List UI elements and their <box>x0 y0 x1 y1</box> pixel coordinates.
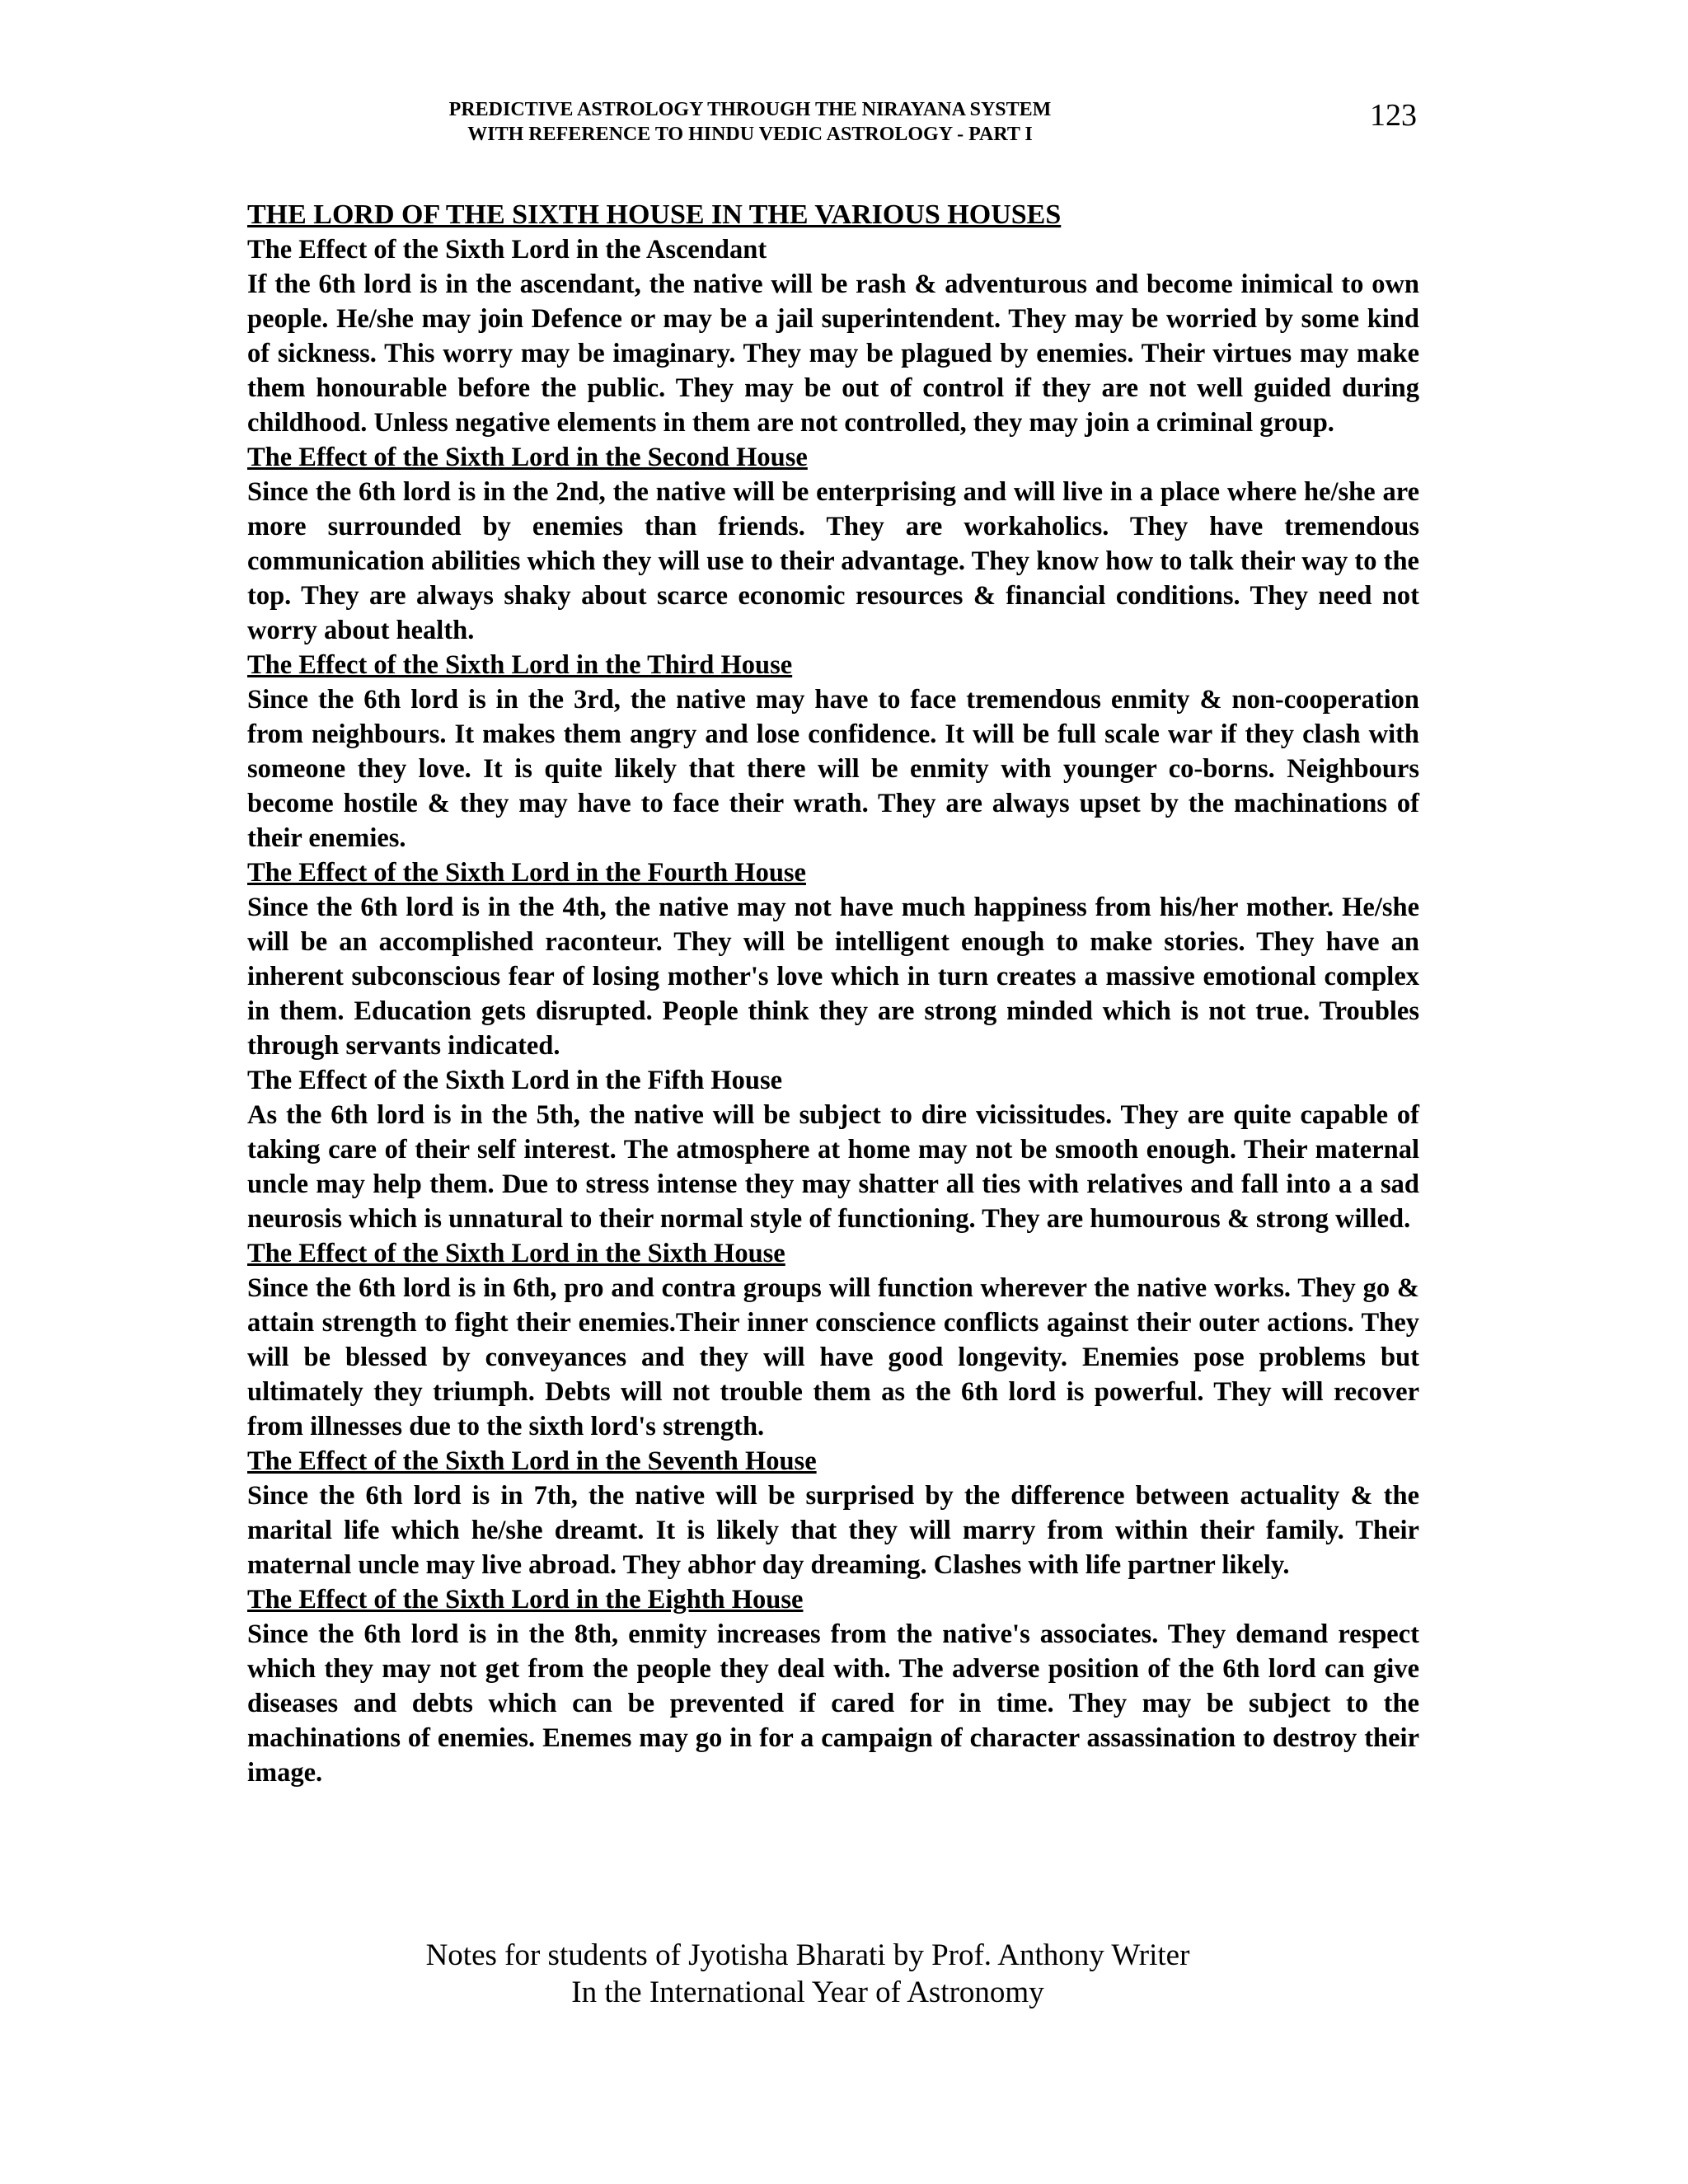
page-footer <box>0 1937 1615 2011</box>
section-heading: The Effect of the Sixth Lord in the Fifth House <box>247 1066 783 1095</box>
section-paragraph: If the 6th lord is in the ascendant, the native will be rash & adventurous and become inimical to own people. He/she may join Defence or may be a jail superintendent. They may be worried by some kind of sickness. This worry may be imaginary. They may be plagued by enemies. Their virtues may make them honourable before the public. They may be out of control if they are not well guided during childhood. Unless negative elements in them are not controlled, they may join a criminal group. <box>247 269 1419 438</box>
header-line-1: PREDICTIVE ASTROLOGY THROUGH THE NIRAYANA SYSTEM <box>448 99 1052 120</box>
footer-line-2: In the International Year of Astronomy <box>571 1975 1044 2009</box>
section-third-house <box>247 648 1419 855</box>
section-ascendant <box>247 232 1419 440</box>
footer-line-1: Notes for students of Jyotisha Bharati by Prof. Anthony Writer <box>425 1938 1190 1972</box>
chapter-title: THE LORD OF THE SIXTH HOUSE IN THE VARIOUS HOUSES <box>247 199 1062 230</box>
section-heading: The Effect of the Sixth Lord in the Second House <box>247 443 808 472</box>
section-paragraph: Since the 6th lord is in the 2nd, the native will be enterprising and will live in a place where he/she are more surrounded by enemies than friends. They are workaholics. They have tremendous communication abilities which they will use to their advantage. They know how to talk their way to the top. They are always shaky about scarce economic resources & financial conditions. They need not worry about health. <box>247 477 1419 645</box>
running-header <box>247 97 1253 147</box>
section-heading: The Effect of the Sixth Lord in the Third House <box>247 650 793 680</box>
section-paragraph: Since the 6th lord is in the 4th, the native may not have much happiness from his/her mother. He/she will be an accomplished raconteur. They will be intelligent enough to make stories. They have an inherent subconscious fear of losing mother's love which in turn creates a massive emotional complex in them. Education gets disrupted. People think they are strong minded which is not true. Troubles through servants indicated. <box>247 893 1419 1061</box>
section-heading: The Effect of the Sixth Lord in the Sixth House <box>247 1239 785 1268</box>
section-seventh-house <box>247 1444 1419 1582</box>
section-paragraph: Since the 6th lord is in the 8th, enmity increases from the native's associates. They demand respect which they may not get from the people they deal with. The adverse position of the 6th lord can give diseases and debts which can be prevented if cared for in time. They may be subject to the machinations of enemies. Enemes may go in for a campaign of character assassination to destroy their image. <box>247 1619 1419 1788</box>
section-heading: The Effect of the Sixth Lord in the Ascendant <box>247 235 767 265</box>
section-heading: The Effect of the Sixth Lord in the Seventh House <box>247 1446 817 1476</box>
section-fifth-house <box>247 1063 1419 1236</box>
page-number: 123 <box>1370 98 1417 133</box>
section-sixth-house <box>247 1236 1419 1444</box>
section-paragraph: Since the 6th lord is in the 3rd, the native may have to face tremendous enmity & non-cooperation from neighbours. It makes them angry and lose confidence. It will be full scale war if they clash with someone they love. It is quite likely that there will be enmity with younger co-borns. Neighbours become hostile & they may have to face their wrath. They are always upset by the machinations of their enemies. <box>247 685 1419 853</box>
header-line-2: WITH REFERENCE TO HINDU VEDIC ASTROLOGY - PART I <box>467 124 1033 145</box>
section-paragraph: As the 6th lord is in the 5th, the native will be subject to dire vicissitudes. They are quite capable of taking care of their self interest. The atmosphere at home may not be smooth enough. Their maternal uncle may help them. Due to stress intense they may shatter all ties with relatives and fall into a a sad neurosis which is unnatural to their normal style of functioning. They are humourous & strong willed. <box>247 1100 1419 1234</box>
section-fourth-house <box>247 855 1419 1063</box>
section-eighth-house <box>247 1582 1419 1790</box>
section-paragraph: Since the 6th lord is in 6th, pro and contra groups will function wherever the native works. They go & attain strength to fight their enemies.Their inner conscience conflicts against their outer actions. They will be blessed by conveyances and they will have good longevity. Enemies pose problems but ultimately they triumph. Debts will not trouble them as the 6th lord is powerful. They will recover from illnesses due to the sixth lord's strength. <box>247 1273 1419 1441</box>
section-heading: The Effect of the Sixth Lord in the Eighth House <box>247 1585 804 1615</box>
section-heading: The Effect of the Sixth Lord in the Fourth House <box>247 858 806 888</box>
section-paragraph: Since the 6th lord is in 7th, the native will be surprised by the difference between actuality & the marital life which he/she dreamt. It is likely that they will marry from within their family. Their maternal uncle may live abroad. They abhor day dreaming. Clashes with life partner likely. <box>247 1481 1419 1580</box>
page-body <box>247 198 1419 1790</box>
section-second-house <box>247 440 1419 648</box>
